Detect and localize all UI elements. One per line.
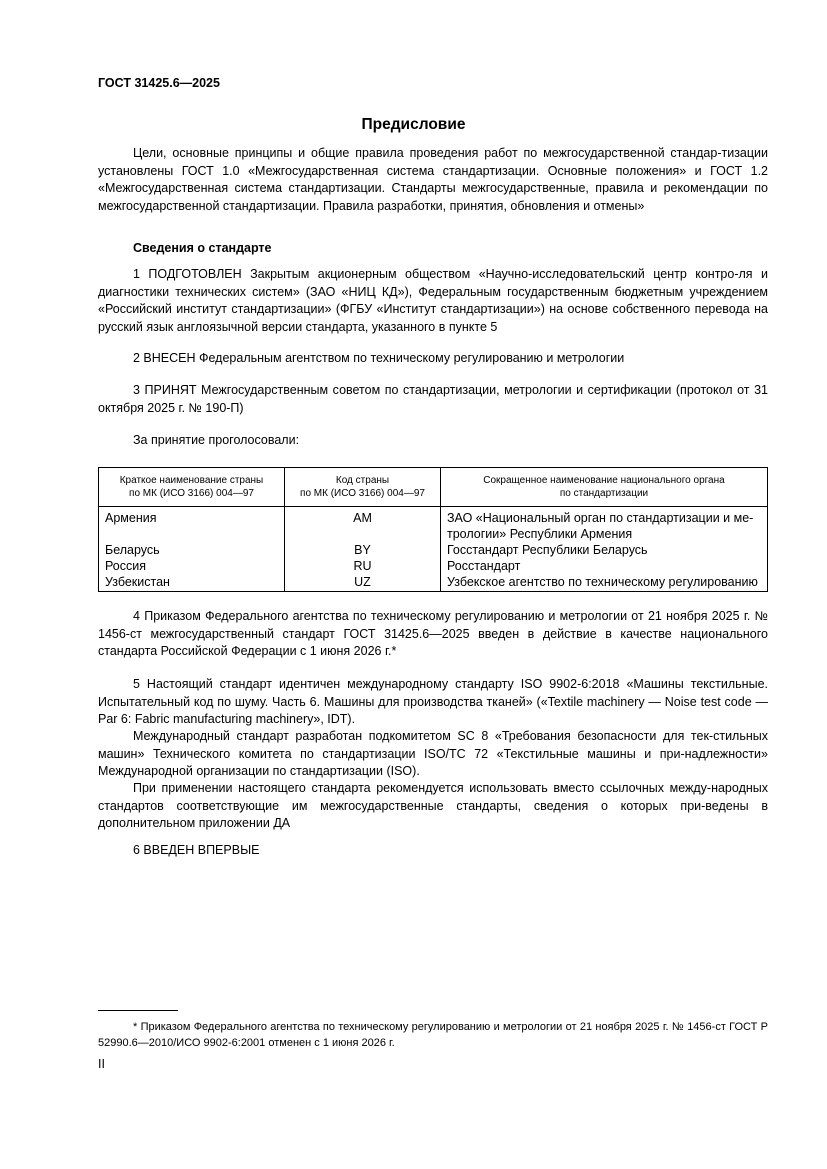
cell-country: Беларусь — [99, 542, 285, 558]
table-row — [99, 507, 768, 543]
document-id: ГОСТ 31425.6—2025 — [98, 76, 220, 90]
item-applying: При применении настоящего стандарта рекомендуется использовать вместо ссылочных между-народных стандартов соответствующие им межгосударственные стандарты, сведения о которых при-ведены в дополнительном приложении ДА — [98, 781, 768, 830]
table-row — [99, 574, 768, 592]
page-number: II — [98, 1057, 105, 1071]
cell-body: Узбекское агентство по техническому регулированию — [441, 574, 768, 592]
cell-code: RU — [285, 558, 441, 574]
intro-paragraph: Цели, основные принципы и общие правила проведения работ по межгосударственной стандар-тизации установлены ГОСТ 1.0 «Межгосударственная система стандартизации. Основные положения» и ГОСТ 1.2 «Межгосударственная система стандартизации. Стандарты межгосударственные, правила и рекомендации по межгосударственной стандартизации. Правила разработки, принятия, обновления и отмены» — [98, 146, 768, 213]
item-introduced: 2 ВНЕСЕН Федеральным агентством по техническому регулированию и метрологии — [133, 351, 625, 365]
cell-country: Узбекистан — [99, 574, 285, 592]
cell-country: Россия — [99, 558, 285, 574]
table-row — [99, 542, 768, 558]
cell-body: Госстандарт Республики Беларусь — [441, 542, 768, 558]
page-title: Предисловие — [361, 116, 466, 133]
item-developed: Международный стандарт разработан подкомитетом SC 8 «Требования безопасности для тек-стильных машин» Технического комитета по стандартизации ISO/TC 72 «Текстильные машины и при-надлежности» Международной организации по стандартизации (ISO). — [98, 729, 768, 778]
item-identical: 5 Настоящий стандарт идентичен международному стандарту ISO 9902-6:2018 «Машины текстильные. Испытательный код по шуму. Часть 6. Машины для производства тканей» («Textile machinery — Noise test code — Par 6: Fabric manufacturing machinery», IDT). — [98, 677, 768, 726]
cell-country: Армения — [99, 507, 285, 543]
item-order: 4 Приказом Федерального агентства по техническому регулированию и метрологии от 21 ноября 2025 г. № 1456-ст межгосударственный стандарт ГОСТ 31425.6—2025 введен в действие в качестве национального стандарта Российской Федерации с 1 июня 2026 г.* — [98, 609, 768, 658]
header-country: Краткое наименование страны по МК (ИСО 3166) 004—97 — [99, 468, 285, 507]
cell-code: AM — [285, 507, 441, 543]
footnote: * Приказом Федерального агентства по техническому регулированию и метрологии от 21 ноября 2025 г. № 1456-ст ГОСТ Р 52990.6—2010/ИСО 9902-6:2001 отменен с 1 июня 2026 г. — [98, 1021, 768, 1049]
item-voted: За принятие проголосовали: — [133, 433, 300, 447]
subheading: Сведения о стандарте — [133, 241, 272, 255]
item-first: 6 ВВЕДЕН ВПЕРВЫЕ — [133, 843, 260, 857]
header-code: Код страны по МК (ИСО 3166) 004—97 — [285, 468, 441, 507]
item-prepared: 1 ПОДГОТОВЛЕН Закрытым акционерным обществом «Научно-исследовательский центр контро-ля и диагностики технических систем» (ЗАО «НИЦ КД»), Федеральным государственным бюджетным учреждением «Российский институт стандартизации» (ФГБУ «Институт стандартизации») на основе собственного перевода на русский язык англоязычной версии стандарта, указанного в пункте 5 — [98, 267, 768, 334]
header-body: Сокращенное наименование национального органа по стандартизации — [441, 468, 768, 507]
item-adopted: 3 ПРИНЯТ Межгосударственным советом по стандартизации, метрологии и сертификации (протокол от 31 октября 2025 г. № 190-П) — [98, 383, 768, 415]
table-row — [99, 558, 768, 574]
cell-code: UZ — [285, 574, 441, 592]
voting-table — [98, 467, 768, 592]
cell-body: Росстандарт — [441, 558, 768, 574]
cell-body: ЗАО «Национальный орган по стандартизации и ме- трологии» Республики Армения — [441, 507, 768, 543]
footnote-rule — [98, 1010, 178, 1011]
cell-code: BY — [285, 542, 441, 558]
table-header-row — [99, 468, 768, 507]
